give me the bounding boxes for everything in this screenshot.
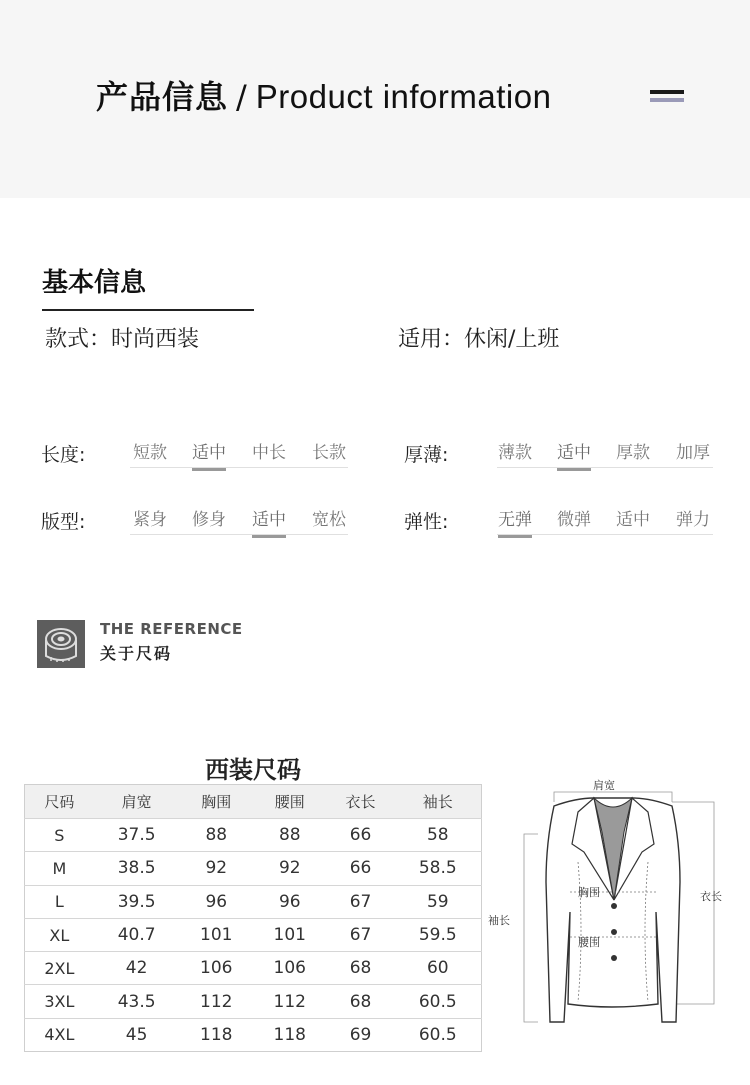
table-cell: 101 (253, 918, 327, 951)
table-cell: 43.5 (94, 985, 180, 1018)
page-title (96, 72, 551, 118)
header-cell: 衣长 (327, 785, 395, 819)
size-table-title: 西装尺码 (205, 756, 301, 784)
table-cell: 2XL (25, 952, 94, 985)
table-cell: 88 (253, 819, 327, 852)
fit-options (130, 505, 348, 535)
table-cell: 58.5 (395, 852, 482, 885)
basic-info-title: 基本信息 (42, 268, 147, 298)
table-cell: 42 (94, 952, 180, 985)
reference-cn: 关于尺码 (100, 644, 173, 663)
table-row (25, 819, 482, 852)
elasticity-option: 适中 (616, 510, 650, 530)
measuring-tape-icon (37, 620, 85, 668)
table-row (25, 952, 482, 985)
table-cell: 112 (253, 985, 327, 1018)
table-cell: 58 (395, 819, 482, 852)
table-cell: 37.5 (94, 819, 180, 852)
table-cell: 112 (180, 985, 254, 1018)
thickness-label: 厚薄: (404, 444, 449, 466)
size-table-header (25, 785, 482, 819)
thickness-option: 厚款 (616, 443, 650, 463)
header-cell: 胸围 (180, 785, 254, 819)
jacket-measurement-diagram (486, 772, 736, 1032)
table-cell: 59 (395, 885, 482, 918)
table-cell: 59.5 (395, 918, 482, 951)
fit-option: 修身 (192, 510, 226, 530)
fit-option: 宽松 (312, 510, 346, 530)
table-cell: 60 (395, 952, 482, 985)
shoulder-label: 肩宽 (593, 779, 615, 792)
table-cell: 101 (180, 918, 254, 951)
thickness-options (497, 438, 713, 468)
table-cell: L (25, 885, 94, 918)
length-label: 长度: (41, 444, 86, 466)
style-value: 时尚西装 (111, 327, 200, 352)
table-row (25, 885, 482, 918)
length-option: 短款 (133, 443, 167, 463)
table-cell: XL (25, 918, 94, 951)
table-cell: 88 (180, 819, 254, 852)
elasticity-options (497, 505, 713, 535)
table-cell: 60.5 (395, 1018, 482, 1051)
elasticity-option: 弹力 (676, 510, 710, 530)
size-table (24, 784, 482, 1052)
style-info (45, 322, 199, 353)
length-option: 长款 (312, 443, 346, 463)
table-cell: M (25, 852, 94, 885)
sleeve-label: 袖长 (488, 914, 510, 927)
basic-info-divider (42, 309, 254, 311)
fit-option-selected: 适中 (252, 505, 286, 538)
elasticity-option: 微弹 (557, 510, 591, 530)
fit-label: 版型: (41, 511, 86, 533)
length-diagram-label: 衣长 (700, 890, 722, 903)
fit-option: 紧身 (133, 510, 167, 530)
table-cell: 106 (253, 952, 327, 985)
table-cell: 66 (327, 852, 395, 885)
menu-bars-icon (650, 90, 686, 106)
header-cell: 腰围 (253, 785, 327, 819)
table-cell: 92 (253, 852, 327, 885)
elasticity-label: 弹性: (404, 511, 449, 533)
table-cell: 96 (180, 885, 254, 918)
thickness-option: 薄款 (498, 443, 532, 463)
table-cell: 40.7 (94, 918, 180, 951)
use-value: 休闲/上班 (464, 327, 560, 352)
table-cell: 4XL (25, 1018, 94, 1051)
table-row (25, 1018, 482, 1051)
table-cell: 45 (94, 1018, 180, 1051)
table-cell: 66 (327, 819, 395, 852)
table-row (25, 985, 482, 1018)
table-cell: 67 (327, 918, 395, 951)
header-cell: 袖长 (395, 785, 482, 819)
chest-label: 胸围 (578, 886, 600, 899)
table-cell: 118 (253, 1018, 327, 1051)
table-cell: 60.5 (395, 985, 482, 1018)
header-cell: 尺码 (25, 785, 94, 819)
waist-label: 腰围 (578, 936, 600, 949)
table-cell: 92 (180, 852, 254, 885)
table-cell: 67 (327, 885, 395, 918)
thickness-option: 加厚 (676, 443, 710, 463)
table-cell: 106 (180, 952, 254, 985)
table-cell: 68 (327, 985, 395, 1018)
table-cell: 3XL (25, 985, 94, 1018)
title-cn: 产品信息 (96, 78, 229, 116)
reference-en: THE REFERENCE (100, 620, 243, 638)
length-option: 中长 (252, 443, 286, 463)
title-separator: / (236, 78, 248, 116)
table-row (25, 918, 482, 951)
table-cell: 68 (327, 952, 395, 985)
table-cell: 118 (180, 1018, 254, 1051)
use-info (398, 322, 559, 353)
table-cell: S (25, 819, 94, 852)
thickness-option-selected: 适中 (557, 438, 591, 471)
elasticity-option-selected: 无弹 (498, 505, 532, 538)
table-cell: 69 (327, 1018, 395, 1051)
table-cell: 38.5 (94, 852, 180, 885)
length-options (130, 438, 348, 468)
length-option-selected: 适中 (192, 438, 226, 471)
title-en: Product information (255, 78, 552, 115)
header-cell: 肩宽 (94, 785, 180, 819)
table-row (25, 852, 482, 885)
table-cell: 96 (253, 885, 327, 918)
use-label: 适用： (398, 327, 465, 352)
table-cell: 39.5 (94, 885, 180, 918)
style-label: 款式： (45, 327, 112, 352)
